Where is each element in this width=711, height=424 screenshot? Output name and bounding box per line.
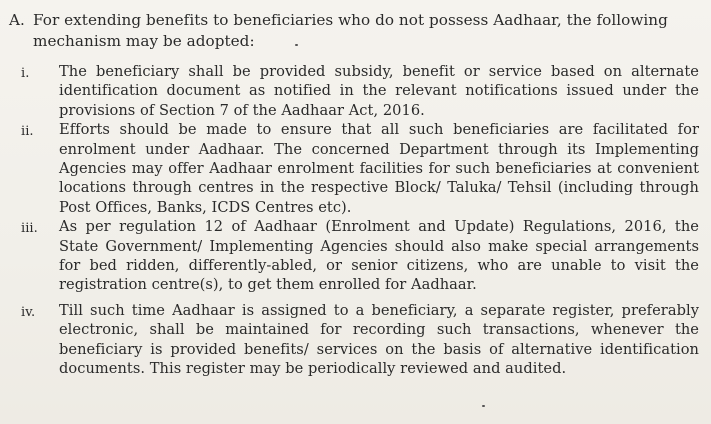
paper-speck: [295, 44, 298, 46]
list-item: [9, 301, 699, 379]
list-item-text: As per regulation 12 of Aadhaar (Enrolment and Update) Regulations, 2016, the State Government/ Implementing Agencies should also make special arrangements for bed ridden, differently-abled, or senior citizens, who are unable to visit the registration centre(s), to get them enrolled for Aadhaar.: [59, 218, 699, 294]
section-marker: A.: [9, 11, 25, 29]
list-item-numeral: iii.: [21, 221, 38, 237]
list-item-numeral: i.: [21, 66, 30, 81]
list-item-numeral: ii.: [21, 124, 34, 140]
section-heading: [9, 10, 699, 52]
section-heading-text: For extending benefits to beneficiaries who do not possess Aadhaar, the following mechanism may be adopted:: [33, 11, 668, 50]
list-item: [9, 120, 699, 217]
list-item-text: Till such time Aadhaar is assigned to a beneficiary, a separate register, preferably electronic, shall be maintained for recording such transactions, whenever the beneficiary is provided benefits/ services on the basis of alternative identification documents. This register may be periodically reviewed and audited.: [59, 301, 699, 378]
mechanism-list: [9, 62, 699, 379]
list-item-text: Efforts should be made to ensure that all such beneficiaries are facilitated for enrolment under Aadhaar. The concerned Department through its Implementing Agencies may offer Aadhaar enrolment facilities for such beneficiaries at convenient locations through centres in the respective Block/ Taluka/ Tehsil (including through Post Offices, Banks, ICDS Centres etc).: [59, 121, 699, 216]
list-item-text: The beneficiary shall be provided subsidy, benefit or service based on alternate identification document as notified in the relevant notifications issued under the provisions of Section 7 of the Aadhaar Act, 2016.: [59, 63, 699, 119]
list-item: [9, 217, 699, 295]
list-item-numeral: iv.: [21, 304, 36, 320]
list-item: [9, 62, 699, 120]
paper-speck: [482, 405, 485, 407]
